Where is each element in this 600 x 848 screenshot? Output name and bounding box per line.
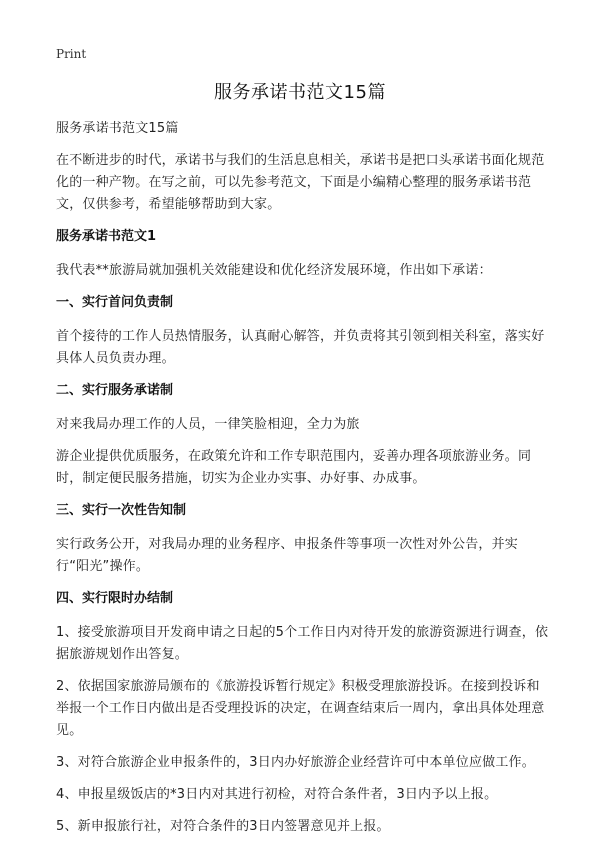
- paragraph-3: 实行政务公开，对我局办理的业务程序、申报条件等事项一次性对外公告，并实行“阳光”操作。: [56, 537, 519, 574]
- heading-4: 四、实行限时办结制: [56, 591, 174, 606]
- list-item-5: 5、新申报旅行社，对符合条件的3日内签署意见并上报。: [56, 819, 390, 834]
- heading-3: 三、实行一次性告知制: [56, 503, 187, 518]
- list-item-1: 1、接受旅游项目开发商申请之日起的5个工作日内对待开发的旅游资源进行调查，依据旅游规划作出答复。: [56, 625, 549, 662]
- intro-paragraph: 在不断进步的时代，承诺书与我们的生活息息相关，承诺书是把口头承诺书面化规范化的一种产物。在写之前，可以先参考范文，下面是小编精心整理的服务承诺书范文，仅供参考，希望能够帮助到大家。: [56, 153, 545, 212]
- paragraph-2a: 对来我局办理工作的人员，一律笑脸相迎，全力为旅: [56, 417, 360, 432]
- paragraph-2b: 游企业提供优质服务，在政策允许和工作专职范围内，妥善办理各项旅游业务。同时，制定便民服务措施，切实为企业办实事、办好事、办成事。: [56, 449, 532, 486]
- print-link[interactable]: Print: [56, 47, 87, 61]
- list-item-2: 2、依据国家旅游局颁布的《旅游投诉暂行规定》积极受理旅游投诉。在接到投诉和举报一个工作日内做出是否受理投诉的决定，在调查结束后一周内，拿出具体处理意见。: [56, 679, 545, 738]
- list-item-4: 4、申报星级饭店的*3日内对其进行初检，对符合条件者，3日内予以上报。: [56, 787, 498, 802]
- list-item-3: 3、对符合旅游企业申报条件的，3日内办好旅游企业经营许可中本单位应做工作。: [56, 755, 535, 770]
- heading-1: 一、实行首问负责制: [56, 295, 174, 310]
- heading-2: 二、实行服务承诺制: [56, 383, 174, 398]
- document-body: [56, 118, 550, 848]
- section-heading: 服务承诺书范文1: [56, 229, 157, 244]
- paragraph-1: 首个接待的工作人员热情服务，认真耐心解答，并负责将其引领到相关科室，落实好具体人员负责办理。: [56, 329, 545, 366]
- page-title: 服务承诺书范文15篇: [214, 82, 386, 103]
- subtitle: 服务承诺书范文15篇: [56, 121, 179, 136]
- statement-paragraph: 我代表**旅游局就加强机关效能建设和优化经济发展环境，作出如下承诺：: [56, 263, 492, 278]
